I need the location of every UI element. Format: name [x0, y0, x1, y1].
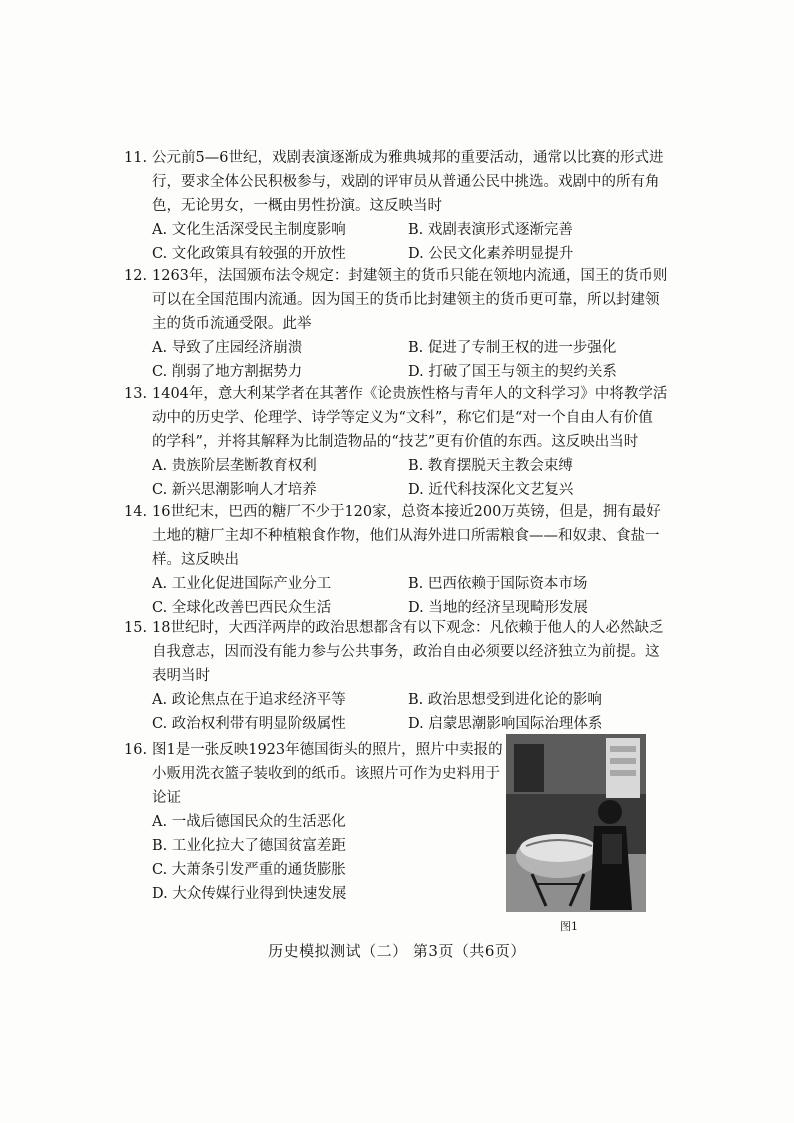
question-stem-line: 自我意志，因而没有能力参与公共事务，政治自由必须要以经济独立为前提。这	[152, 644, 660, 660]
question-stem-line: 1263年，法国颁布法令规定：封建领主的货币只能在领地内流通，国王的货币则	[152, 268, 668, 284]
question-stem-line: 论证	[152, 790, 181, 806]
question-number: 15.	[124, 620, 148, 636]
option-b[interactable]: B. 戏剧表演形式逐渐完善	[408, 222, 573, 238]
figure-caption: 图1	[560, 920, 578, 933]
option-d[interactable]: D. 大众传媒行业得到快速发展	[152, 886, 347, 902]
question-15	[124, 616, 664, 736]
question-stem-line: 的学科”，并将其解释为比制造物品的“技艺”更有价值的东西。这反映出当时	[152, 434, 639, 450]
question-stem-line: 1404年，意大利某学者在其著作《论贵族性格与青年人的文科学习》中将教学活	[152, 386, 668, 402]
question-16	[124, 738, 504, 906]
option-a[interactable]: A. 工业化促进国际产业分工	[152, 576, 332, 592]
figure-1-photo	[506, 734, 646, 912]
question-stem-line: 公元前5—6世纪，戏剧表演逐渐成为雅典城邦的重要活动，通常以比赛的形式进	[152, 150, 664, 166]
option-c[interactable]: C. 削弱了地方割据势力	[152, 364, 303, 380]
question-number: 16.	[124, 742, 148, 758]
question-11	[124, 146, 664, 266]
question-stem-line: 小贩用洗衣篮子装收到的纸币。该照片可作为史料用于	[152, 766, 500, 782]
question-stem-line: 16世纪末，巴西的糖厂不少于120家，总资本接近200万英镑，但是，拥有最好	[152, 504, 661, 520]
option-c[interactable]: C. 文化政策具有较强的开放性	[152, 246, 346, 262]
question-stem-line: 色，无论男女，一概由男性扮演。这反映当时	[152, 198, 442, 214]
option-d[interactable]: D. 打破了国王与领主的契约关系	[408, 364, 617, 380]
option-c[interactable]: C. 全球化改善巴西民众生活	[152, 600, 332, 616]
option-d[interactable]: D. 公民文化素养明显提升	[408, 246, 574, 262]
question-number: 13.	[124, 386, 148, 402]
question-14	[124, 500, 661, 620]
option-b[interactable]: B. 政治思想受到进化论的影响	[408, 692, 602, 708]
option-b[interactable]: B. 巴西依赖于国际资本市场	[408, 576, 588, 592]
option-a[interactable]: A. 政论焦点在于追求经济平等	[152, 692, 346, 708]
option-a[interactable]: A. 一战后德国民众的生活恶化	[152, 814, 346, 830]
option-d[interactable]: D. 近代科技深化文艺复兴	[408, 482, 574, 498]
question-stem-line: 可以在全国范围内流通。因为国王的货币比封建领主的货币更可靠，所以封建领	[152, 292, 660, 308]
option-b[interactable]: B. 工业化拉大了德国贫富差距	[152, 838, 346, 854]
question-13	[124, 382, 668, 502]
question-stem-line: 样。这反映出	[152, 552, 239, 568]
question-stem-line: 动中的历史学、伦理学、诗学等定义为“文科”，称它们是“对一个自由人有价值	[152, 410, 653, 426]
street-photo-image	[506, 734, 646, 912]
option-c[interactable]: C. 政治权利带有明显阶级属性	[152, 716, 346, 732]
question-stem-line: 18世纪时，大西洋两岸的政治思想都含有以下观念：凡依赖于他人的人必然缺乏	[152, 620, 664, 636]
option-a[interactable]: A. 贵族阶层垄断教育权利	[152, 458, 317, 474]
question-number: 12.	[124, 268, 148, 284]
question-stem-line: 表明当时	[152, 668, 210, 684]
question-12	[124, 264, 668, 384]
question-stem-line: 土地的糖厂主却不种植粮食作物，他们从海外进口所需粮食——和奴隶、食盐一	[152, 528, 660, 544]
page-footer: 历史模拟测试（二） 第3页（共6页）	[268, 942, 526, 960]
option-a[interactable]: A. 文化生活深受民主制度影响	[152, 222, 346, 238]
question-stem-line: 行，要求全体公民积极参与，戏剧的评审员从普通公民中挑选。戏剧中的所有角	[152, 174, 660, 190]
option-d[interactable]: D. 启蒙思潮影响国际治理体系	[408, 716, 603, 732]
question-stem-line: 主的货币流通受限。此举	[152, 316, 312, 332]
option-a[interactable]: A. 导致了庄园经济崩溃	[152, 340, 303, 356]
question-number: 14.	[124, 504, 148, 520]
option-d[interactable]: D. 当地的经济呈现畸形发展	[408, 600, 588, 616]
option-c[interactable]: C. 新兴思潮影响人才培养	[152, 482, 317, 498]
question-stem-line: 图1是一张反映1923年德国街头的照片，照片中卖报的	[152, 742, 503, 758]
option-c[interactable]: C. 大萧条引发严重的通货膨胀	[152, 862, 346, 878]
option-b[interactable]: B. 教育摆脱天主教会束缚	[408, 458, 573, 474]
option-b[interactable]: B. 促进了专制王权的进一步强化	[408, 340, 617, 356]
question-number: 11.	[124, 150, 148, 166]
